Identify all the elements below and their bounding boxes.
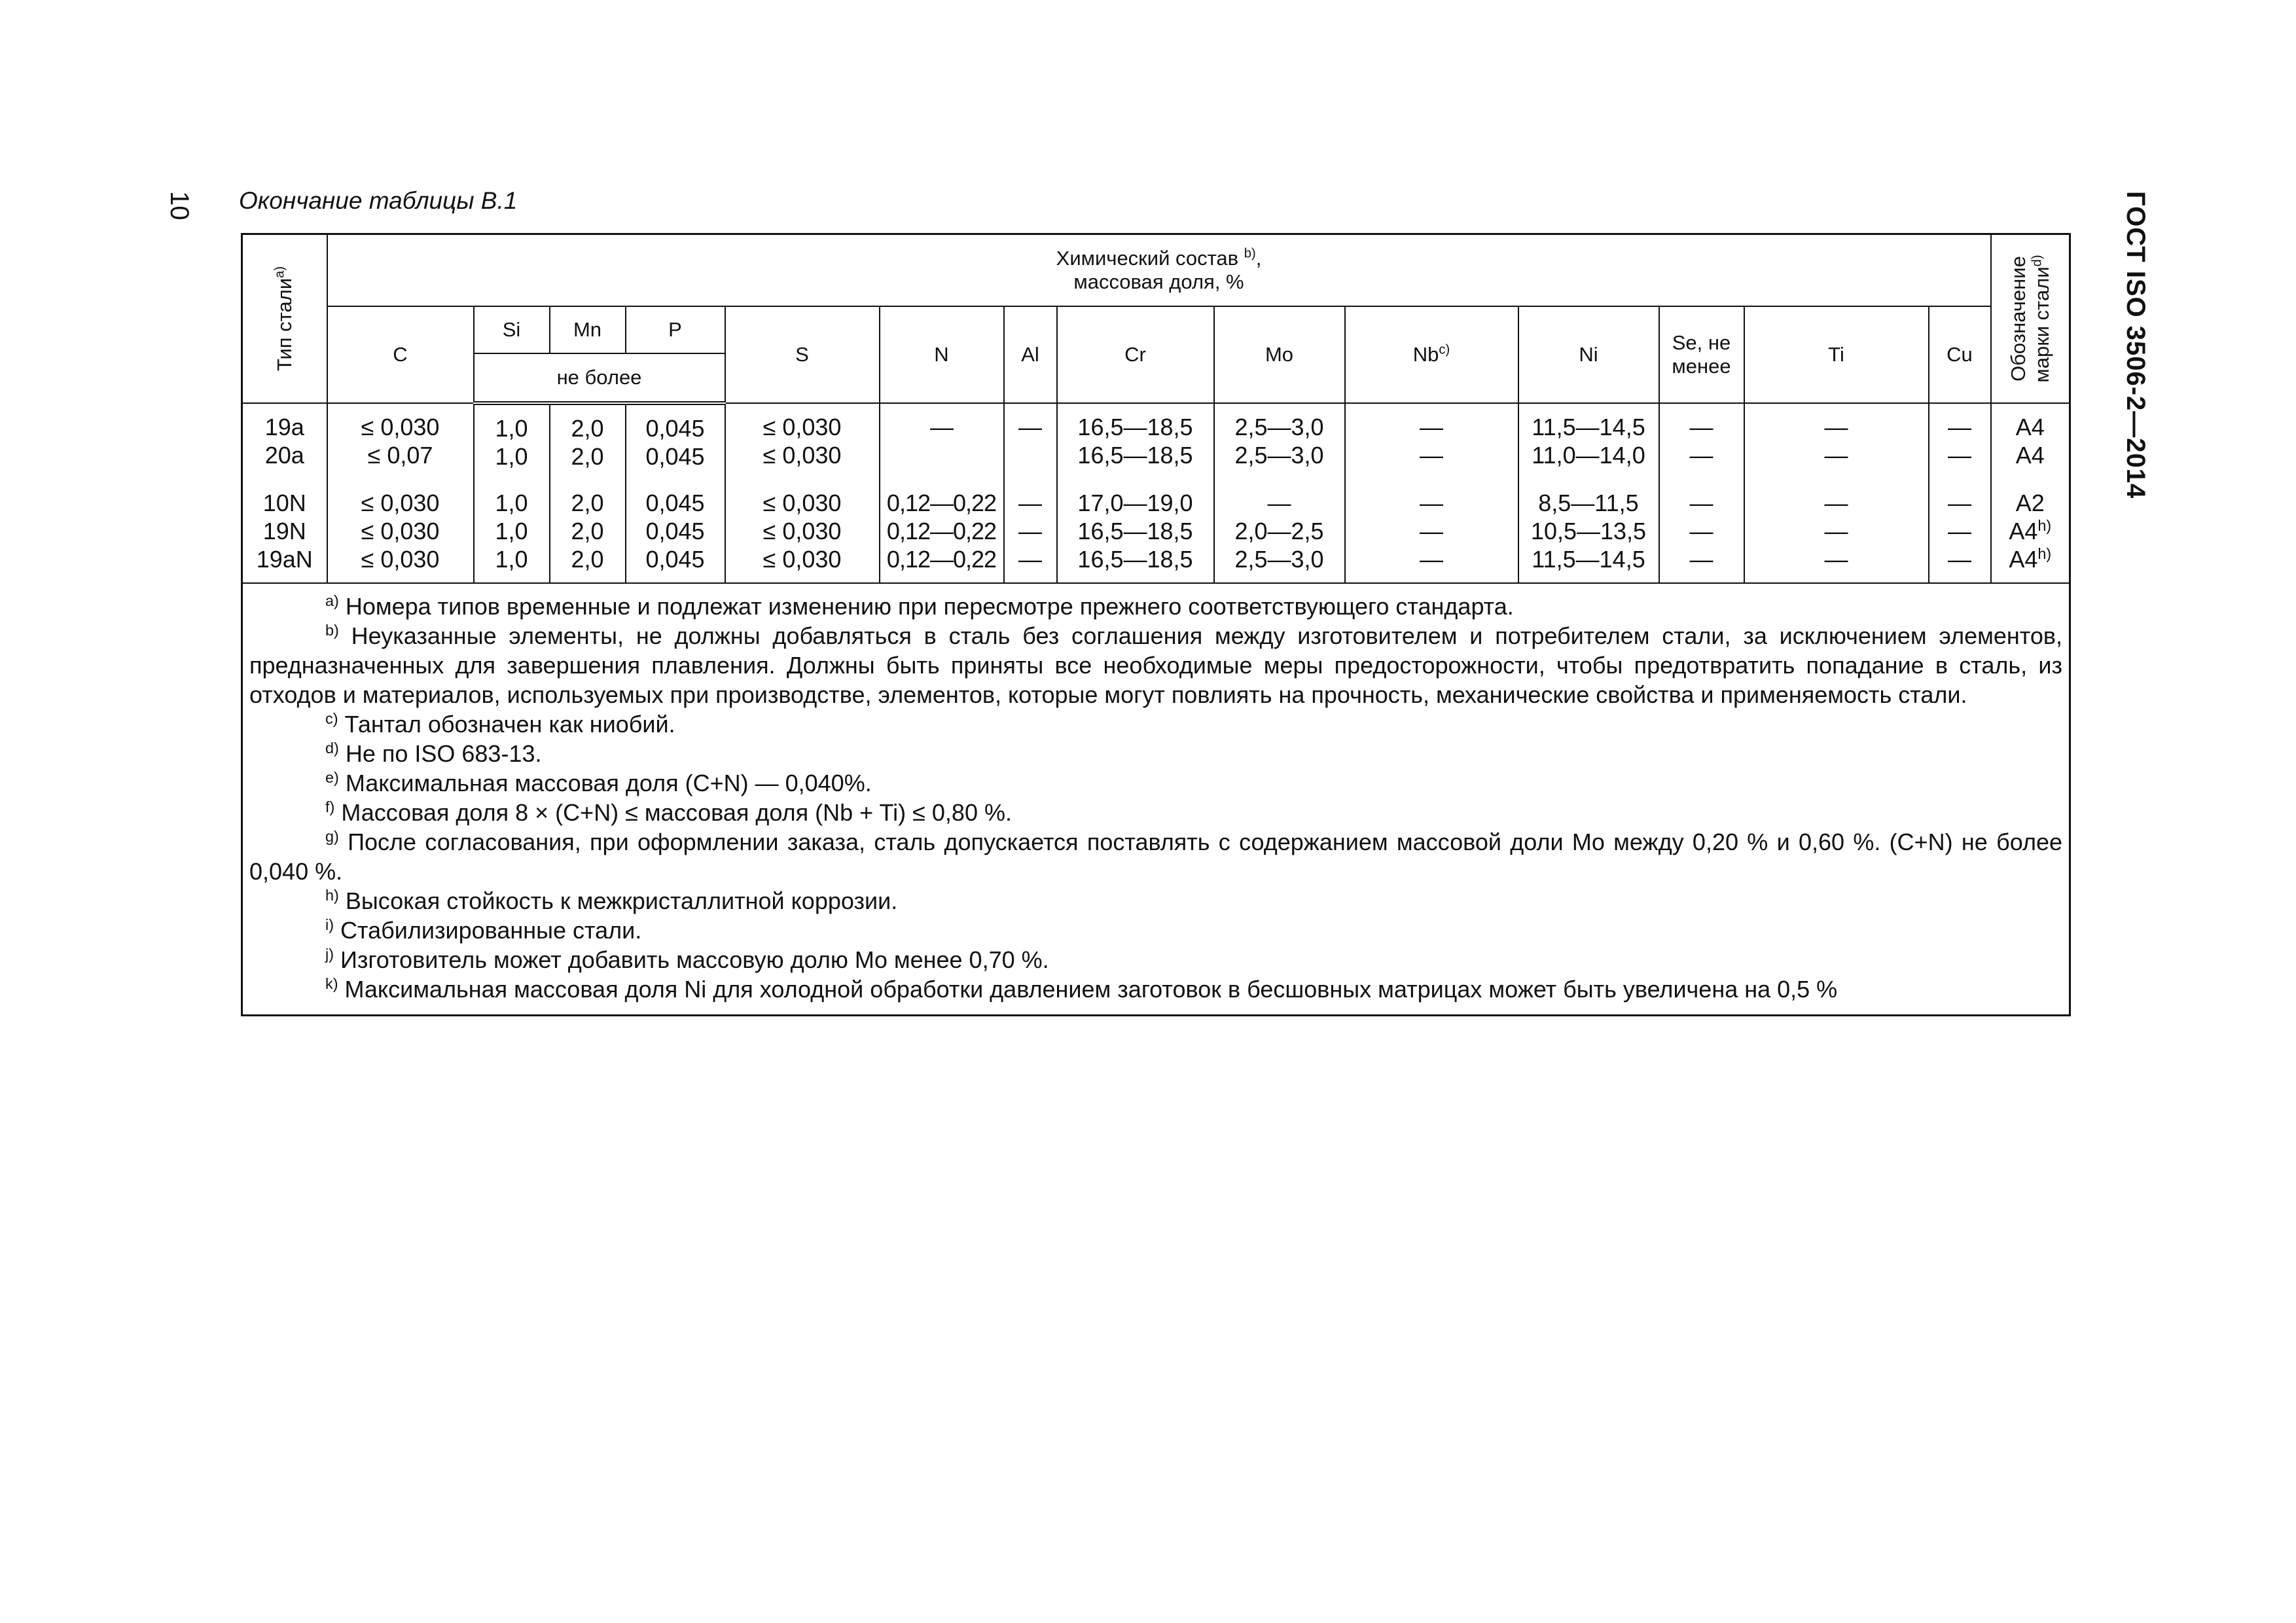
col-header-cu: Cu [1929,306,1991,403]
cell-value: 19N [262,517,306,544]
footnote: $^{g)}$ После согласования, при оформлении заказа, сталь допускается поставлять с содержанием массовой доли Mo между 0,20 % и 0,60 %. (C+N) не более 0,040 %. [249,827,2062,885]
cell-value: ≤ 0,030 [762,441,842,469]
cell-value: ≤ 0,030 [361,545,440,573]
cell-value: — [1018,413,1042,440]
cell-value: — [1948,441,1971,469]
cell-type [242,403,327,480]
cell-nb [1345,480,1518,583]
col-header-mo: Mo [1214,306,1345,403]
cell-value: 11,5—14,5 [1532,545,1645,573]
footnote: $^{i)}$ Стабилизированные стали. [325,916,642,944]
cell-value: 1,0 [495,414,528,442]
cell-si [474,480,550,583]
footnote: $^{e)}$ Максимальная массовая доля (C+N) — 0,040%. [325,768,872,796]
col-header-al: Al [1004,306,1057,403]
cell-value: 16,5—18,5 [1077,517,1193,544]
cell-value: 11,5—14,5 [1532,413,1645,440]
cell-nb [1345,403,1518,480]
cell-al [1004,403,1057,480]
cell-value: — [1018,489,1042,516]
cell-value: — [1018,545,1042,573]
cell-value: 1,0 [495,442,528,470]
cell-al [1004,480,1057,583]
cell-ni [1518,403,1659,480]
cell-value: 0,045 [645,517,705,544]
cell-se [1659,480,1744,583]
cell-value: 1,0 [495,545,528,573]
cell-value: — [1689,517,1713,544]
cell-value: A4$^{h)}$ [2009,544,2052,573]
cell-value: — [1689,545,1713,573]
cell-value: — [1824,489,1848,516]
footnote: $^{f)}$ Массовая доля 8 × (C+N) ≤ массовая доля (Nb + Ti) ≤ 0,80 %. [325,798,1012,826]
cell-type [242,480,327,583]
cell-value [1005,441,1056,469]
cell-cr [1057,480,1214,583]
footnote: $^{h)}$ Высокая стойкость к межкристаллитной коррозии. [325,886,898,914]
footnote: $^{k)}$ Максимальная массовая доля Ni для холодной обработки давлением заготовок в бесшовных матрицах может быть увеличена на 0,5 % [325,974,1838,1003]
cell-value: 1,0 [495,517,528,544]
col-header-mn: Mn [550,306,626,353]
footnote: $^{d)}$ Не по ISO 683-13. [325,739,542,767]
cell-mn [550,403,626,480]
footnote: $^{b)}$ Неуказанные элементы, не должны добавляться в сталь без соглашения между изготовителем и потребителем стали, за исключением элементов, предназначенных для завершения плавления. Должны быть приняты все необходимые меры предосторожности, чтобы предотвратить попадание в сталь, из отходов и материалов, используемых при производстве, элементов, которые могут повлиять на прочность, механические свойства и применяемость стали. [249,621,2062,708]
cell-value: — [1824,413,1848,440]
cell-value: — [1420,517,1443,544]
not-more-label: не более [474,353,725,403]
table-row-group [242,403,2070,480]
cell-cr [1057,403,1214,480]
cell-value: 2,0 [571,442,604,470]
cell-value: 11,0—14,0 [1532,441,1645,469]
cell-value: — [1420,441,1443,469]
cell-s [725,480,880,583]
cell-value: ≤ 0,030 [361,517,440,544]
col-header-ni: Ni [1518,306,1659,403]
cell-value: A4 [2015,413,2045,440]
cell-mo [1214,403,1345,480]
col-header-si: Si [474,306,550,353]
cell-value: 0,12—0,22 [886,517,997,544]
cell-value: 0,045 [645,414,705,442]
footnote: $^{a)}$ Номера типов временные и подлежат изменению при пересмотре прежнего соответствующего стандарта. [325,592,1514,620]
cell-c [327,403,474,480]
cell-value: 2,0 [571,414,604,442]
col-header-ti: Ti [1744,306,1929,403]
cell-value: 19a [264,413,304,440]
table-caption: Окончание таблицы B.1 [239,187,518,214]
cell-ti [1744,480,1929,583]
cell-cu [1929,480,1991,583]
cell-value: — [1824,545,1848,573]
cell-value: ≤ 0,030 [762,517,842,544]
cell-value: 2,5—3,0 [1234,413,1324,440]
cell-p [626,480,725,583]
cell-value: 0,12—0,22 [886,489,997,516]
cell-value: — [1267,489,1291,516]
cell-value: ≤ 0,07 [367,441,433,469]
cell-mark [1991,480,2070,583]
cell-ni [1518,480,1659,583]
chemical-composition-header: Химический состав $^{b)}$, массовая доля, % [327,234,1991,306]
cell-value: — [1948,489,1971,516]
cell-value: — [1948,545,1971,573]
col-header-c: C [327,306,474,403]
cell-value: — [1689,441,1713,469]
col-header-cr: Cr [1057,306,1214,403]
col-header-nb: Nb$^{c)}$ [1345,306,1518,403]
cell-value: 16,5—18,5 [1077,545,1193,573]
cell-value: 16,5—18,5 [1077,413,1193,440]
cell-n [880,403,1004,480]
cell-si [474,403,550,480]
cell-mn [550,480,626,583]
cell-value: — [1420,489,1443,516]
cell-s [725,403,880,480]
cell-value: ≤ 0,030 [361,489,440,516]
cell-c [327,480,474,583]
cell-value: 0,045 [645,545,705,573]
footnote: $^{j)}$ Изготовитель может добавить массовую долю Mo менее 0,70 %. [325,945,1049,973]
cell-value: — [1689,413,1713,440]
cell-value: A4 [2015,441,2045,469]
cell-value: 2,0 [571,489,604,516]
grade-designation-header: Обозначение марки стали$^{d)}$ [1991,234,2070,403]
cell-value: 10,5—13,5 [1530,517,1647,544]
cell-value: 2,0 [571,545,604,573]
cell-value: — [1689,489,1713,516]
cell-value: 16,5—18,5 [1077,441,1193,469]
cell-value: ≤ 0,030 [361,413,440,440]
cell-value: 0,045 [645,489,705,516]
table-row-group [242,480,2070,583]
table-footnotes [242,583,2070,1016]
cell-value: — [1824,441,1848,469]
cell-value: 0,12—0,22 [886,545,997,573]
cell-value: — [1824,517,1848,544]
cell-value: A4$^{h)}$ [2009,516,2052,544]
cell-se [1659,403,1744,480]
cell-cu [1929,403,1991,480]
col-header-p: P [626,306,725,353]
cell-value [880,441,1003,469]
cell-value: ≤ 0,030 [762,545,842,573]
document-id: ГОСТ ISO 3506-2—2014 [2121,191,2150,499]
cell-value: 2,0 [571,517,604,544]
chemical-composition-table [241,233,2071,1016]
col-header-se: Se, не менее [1659,306,1744,403]
cell-ti [1744,403,1929,480]
cell-value: A2 [2015,489,2045,516]
steel-type-header: Тип стали$^{a)}$ [242,234,327,403]
cell-n [880,480,1004,583]
cell-value: 8,5—11,5 [1538,489,1639,516]
cell-value: 0,045 [645,442,705,470]
cell-value: — [1420,545,1443,573]
cell-value: 10N [262,489,306,516]
cell-value: — [1948,413,1971,440]
footnote: $^{c)}$ Тантал обозначен как ниобий. [325,709,675,738]
cell-value: 2,5—3,0 [1234,441,1324,469]
cell-value: ≤ 0,030 [762,413,842,440]
cell-mark [1991,403,2070,480]
cell-value: 2,5—3,0 [1234,545,1324,573]
cell-value: 1,0 [495,489,528,516]
cell-p [626,403,725,480]
cell-value: — [1420,413,1443,440]
cell-value: 19aN [256,545,313,573]
page-number: 10 [165,191,194,221]
cell-mo [1214,480,1345,583]
cell-value: 2,0—2,5 [1234,517,1324,544]
cell-value: — [1018,517,1042,544]
col-header-s: S [725,306,880,403]
cell-value: — [930,413,953,440]
cell-value: 20a [264,441,304,469]
cell-value: ≤ 0,030 [762,489,842,516]
cell-value: 17,0—19,0 [1077,489,1193,516]
col-header-n: N [880,306,1004,403]
cell-value: — [1948,517,1971,544]
